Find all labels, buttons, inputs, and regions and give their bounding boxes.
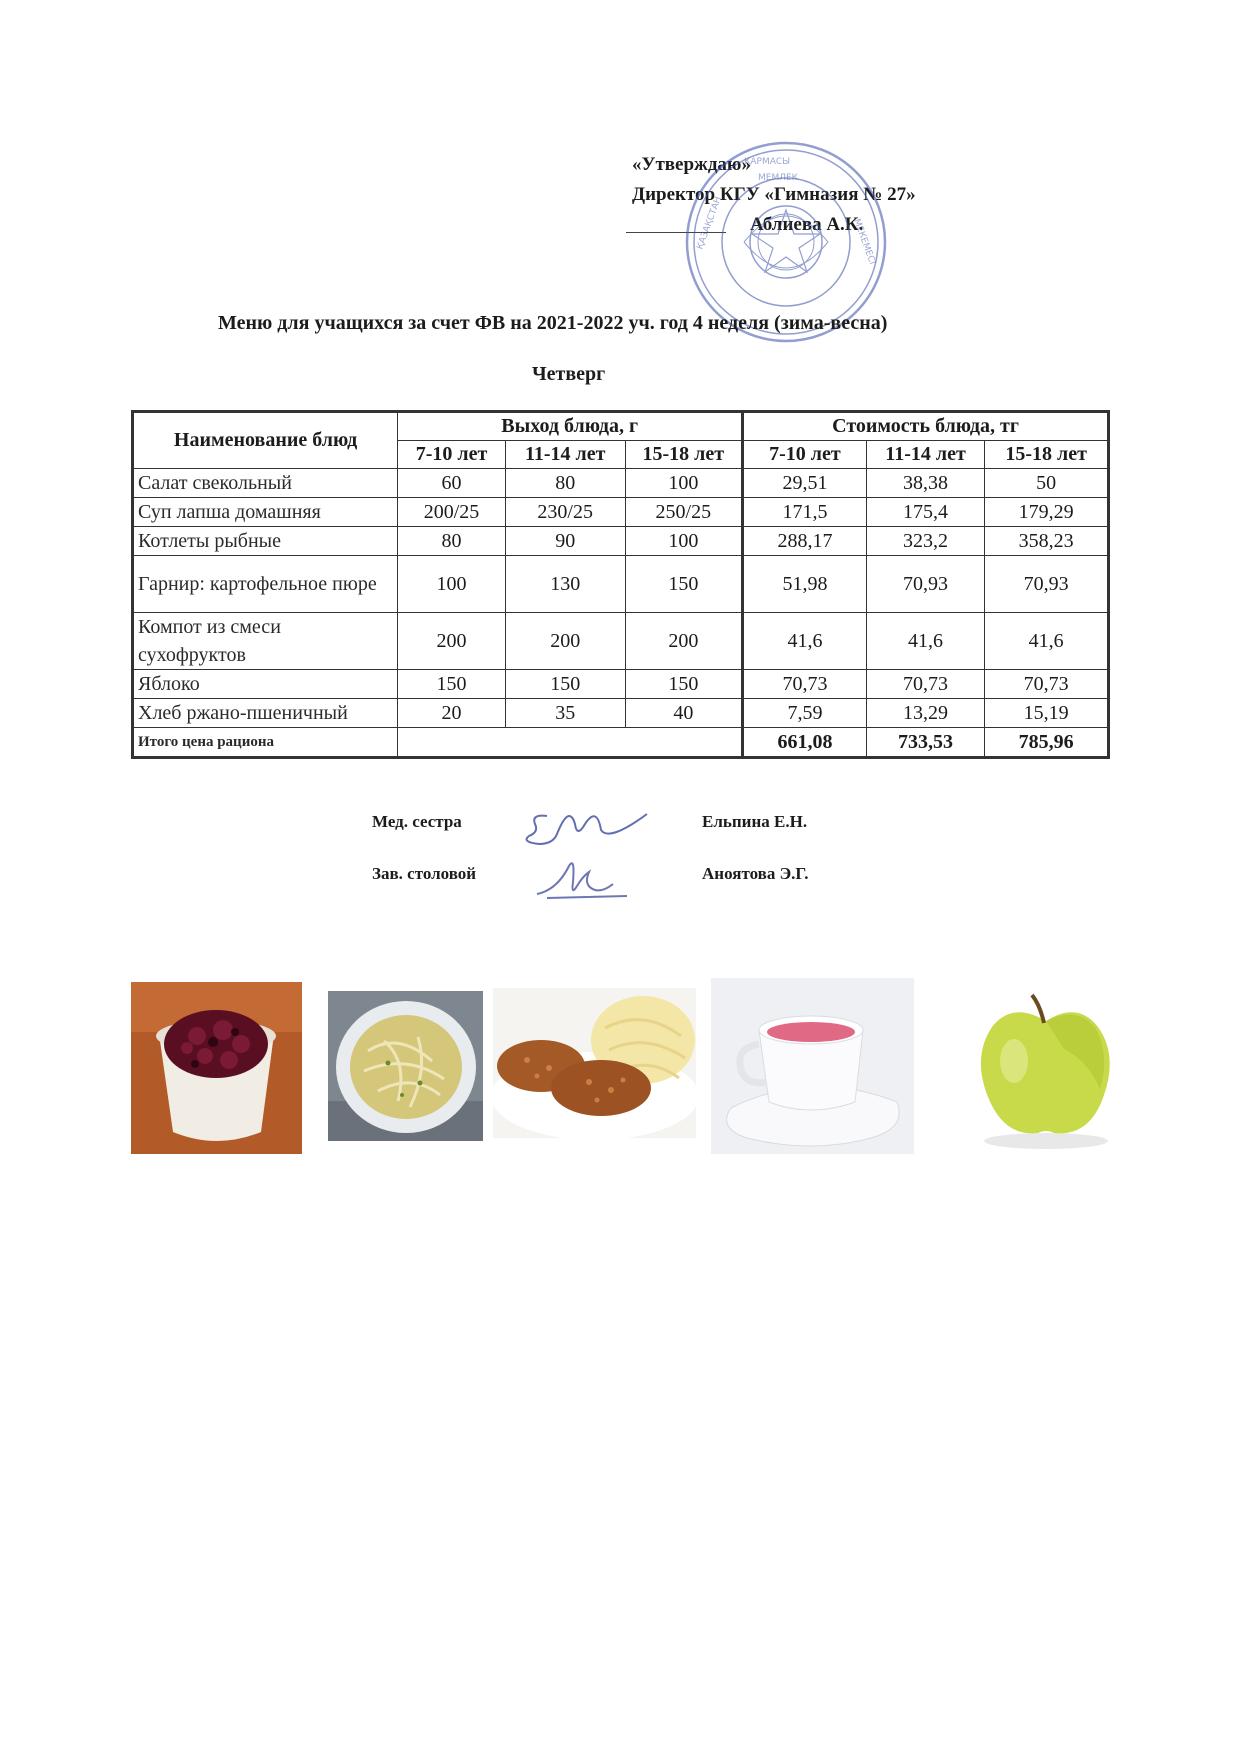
svg-text:МЕМЛЕК: МЕМЛЕК [758, 173, 799, 183]
svg-text:МЕКЕМЕСІ: МЕКЕМЕСІ [851, 217, 877, 267]
cell: 150 [625, 670, 743, 699]
dish-name: Гарнир: картофельное пюре [133, 556, 398, 613]
menu-title: Меню для учащихся за счет ФВ на 2021-2022 уч. год 4 неделя (зима-весна) [218, 312, 888, 334]
dish-name: Хлеб ржано-пшеничный [133, 699, 398, 728]
cell: 13,29 [866, 699, 985, 728]
total-cell: 661,08 [743, 728, 867, 758]
age-header: 7-10 лет [743, 441, 867, 469]
cell: 250/25 [625, 498, 743, 527]
beet-salad-photo [131, 982, 302, 1154]
svg-text:ҚАРМАСЫ: ҚАРМАСЫ [744, 157, 791, 167]
age-header: 11-14 лет [866, 441, 985, 469]
cell: 60 [398, 469, 506, 498]
cell: 100 [625, 527, 743, 556]
cell: 70,73 [743, 670, 867, 699]
cell: 230/25 [505, 498, 625, 527]
fish-cutlets-with-mash-photo [493, 988, 696, 1138]
cell: 288,17 [743, 527, 867, 556]
cell: 130 [505, 556, 625, 613]
age-header: 15-18 лет [625, 441, 743, 469]
cost-header: Стоимость блюда, тг [743, 412, 1109, 441]
age-header: 15-18 лет [985, 441, 1109, 469]
cell: 150 [398, 670, 506, 699]
cell: 15,19 [985, 699, 1109, 728]
green-apple-photo [928, 965, 1158, 1155]
table-row [133, 469, 1109, 498]
cell: 41,6 [866, 613, 985, 670]
cell: 41,6 [985, 613, 1109, 670]
cell: 179,29 [985, 498, 1109, 527]
age-header: 11-14 лет [505, 441, 625, 469]
age-header: 7-10 лет [398, 441, 506, 469]
header-row-top [133, 412, 1109, 441]
food-photos-strip [118, 955, 1158, 1155]
cell: 200 [625, 613, 743, 670]
cell: 40 [625, 699, 743, 728]
cell: 50 [985, 469, 1109, 498]
cell: 150 [505, 670, 625, 699]
noodle-soup-photo [328, 991, 483, 1141]
cell: 51,98 [743, 556, 867, 613]
nurse-role: Мед. сестра [372, 812, 462, 831]
cell: 41,6 [743, 613, 867, 670]
cell: 100 [398, 556, 506, 613]
cell: 70,73 [866, 670, 985, 699]
table-row [133, 527, 1109, 556]
cell: 70,73 [985, 670, 1109, 699]
output-header: Выход блюда, г [398, 412, 743, 441]
director-name: Аблиева А.К. [750, 214, 864, 235]
cell: 90 [505, 527, 625, 556]
total-cell: 733,53 [866, 728, 985, 758]
total-label: Итого цена рациона [133, 728, 398, 758]
dish-name: Яблоко [133, 670, 398, 699]
canteen-name: Аноятова Э.Г. [702, 864, 809, 883]
director-line: Директор КГУ «Гимназия № 27» [632, 184, 916, 205]
cell: 200 [398, 613, 506, 670]
cell: 29,51 [743, 469, 867, 498]
table-row [133, 613, 1109, 670]
svg-text:ҚАЗАҚСТАН: ҚАЗАҚСТАН [695, 195, 724, 252]
cell: 7,59 [743, 699, 867, 728]
nurse-name: Ельпина Е.Н. [702, 812, 808, 831]
cell: 200 [505, 613, 625, 670]
table-row [133, 699, 1109, 728]
table-row [133, 670, 1109, 699]
cell: 20 [398, 699, 506, 728]
cell: 80 [398, 527, 506, 556]
cell: 70,93 [866, 556, 985, 613]
table-row [133, 556, 1109, 613]
cell: 70,93 [985, 556, 1109, 613]
cell: 80 [505, 469, 625, 498]
cell: 35 [505, 699, 625, 728]
empty-cell [398, 728, 743, 758]
cell: 323,2 [866, 527, 985, 556]
dish-name: Салат свекольный [133, 469, 398, 498]
day-of-week: Четверг [532, 363, 606, 385]
cell: 100 [625, 469, 743, 498]
cell: 358,23 [985, 527, 1109, 556]
nurse-handwritten-signature [517, 794, 657, 854]
approve-word: «Утверждаю» [632, 154, 751, 175]
dish-name: Суп лапша домашняя [133, 498, 398, 527]
cell: 150 [625, 556, 743, 613]
total-row [133, 728, 1109, 758]
compote-cup-photo [711, 978, 914, 1154]
cell: 171,5 [743, 498, 867, 527]
cell: 200/25 [398, 498, 506, 527]
cell: 175,4 [866, 498, 985, 527]
canteen-handwritten-signature [517, 846, 657, 906]
dish-header: Наименование блюд [133, 412, 398, 469]
table-row [133, 498, 1109, 527]
total-cell: 785,96 [985, 728, 1109, 758]
cell: 38,38 [866, 469, 985, 498]
canteen-role: Зав. столовой [372, 864, 477, 883]
dish-name: Котлеты рыбные [133, 527, 398, 556]
dish-name: Компот из смеси сухофруктов [133, 613, 398, 670]
signatures-block [372, 808, 892, 918]
menu-table [131, 410, 1110, 759]
